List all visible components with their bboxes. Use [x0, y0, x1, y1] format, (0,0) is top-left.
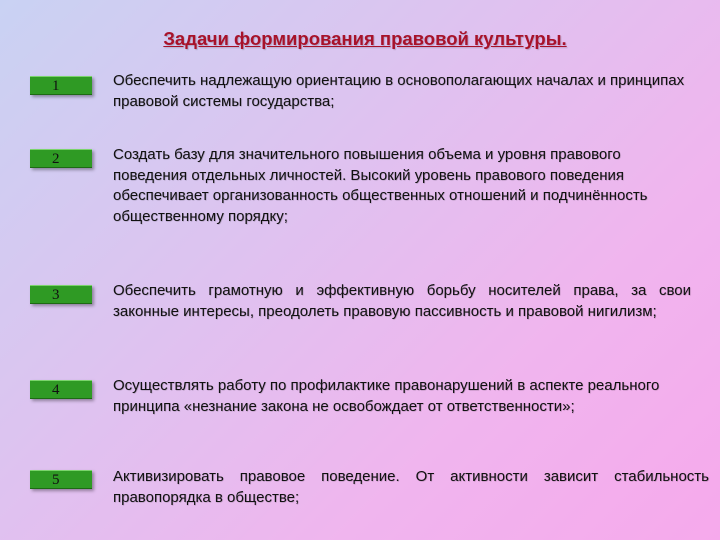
number-box-5 [30, 470, 92, 489]
slide-title: Задачи формирования правовой культуры. [163, 28, 567, 49]
number-label: 3 [52, 287, 60, 303]
task-text-1: Обеспечить надлежащую ориентацию в основополагающих началах и принципах правовой системы государства; [113, 72, 685, 110]
number-label: 4 [52, 382, 60, 398]
number-box-3 [30, 285, 92, 304]
task-text-3: Обеспечить грамотную и эффективную борьбу носителей права, за свои законные интересы, преодолеть правовую пассивность и правовой нигилизм; [113, 282, 691, 320]
task-text-5: Активизировать правовое поведение. От активности зависит стабильность правопорядка в обществе; [113, 468, 709, 506]
task-text-4: Осуществлять работу по профилактике правонарушений в аспекте реального принципа «незнание закона не освобождает от ответственности»; [113, 377, 660, 415]
number-label: 1 [52, 78, 60, 94]
number-box-1 [30, 76, 92, 95]
number-label: 5 [52, 472, 60, 488]
number-box-2 [30, 149, 92, 168]
number-label: 2 [52, 151, 60, 167]
number-box-4 [30, 380, 92, 399]
task-text-2: Создать базу для значительного повышения объема и уровня правового поведения отдельных личностей. Высокий уровень правового поведения обеспечивает организованность общественных отношений и подчинённость общественному порядку; [113, 146, 648, 225]
